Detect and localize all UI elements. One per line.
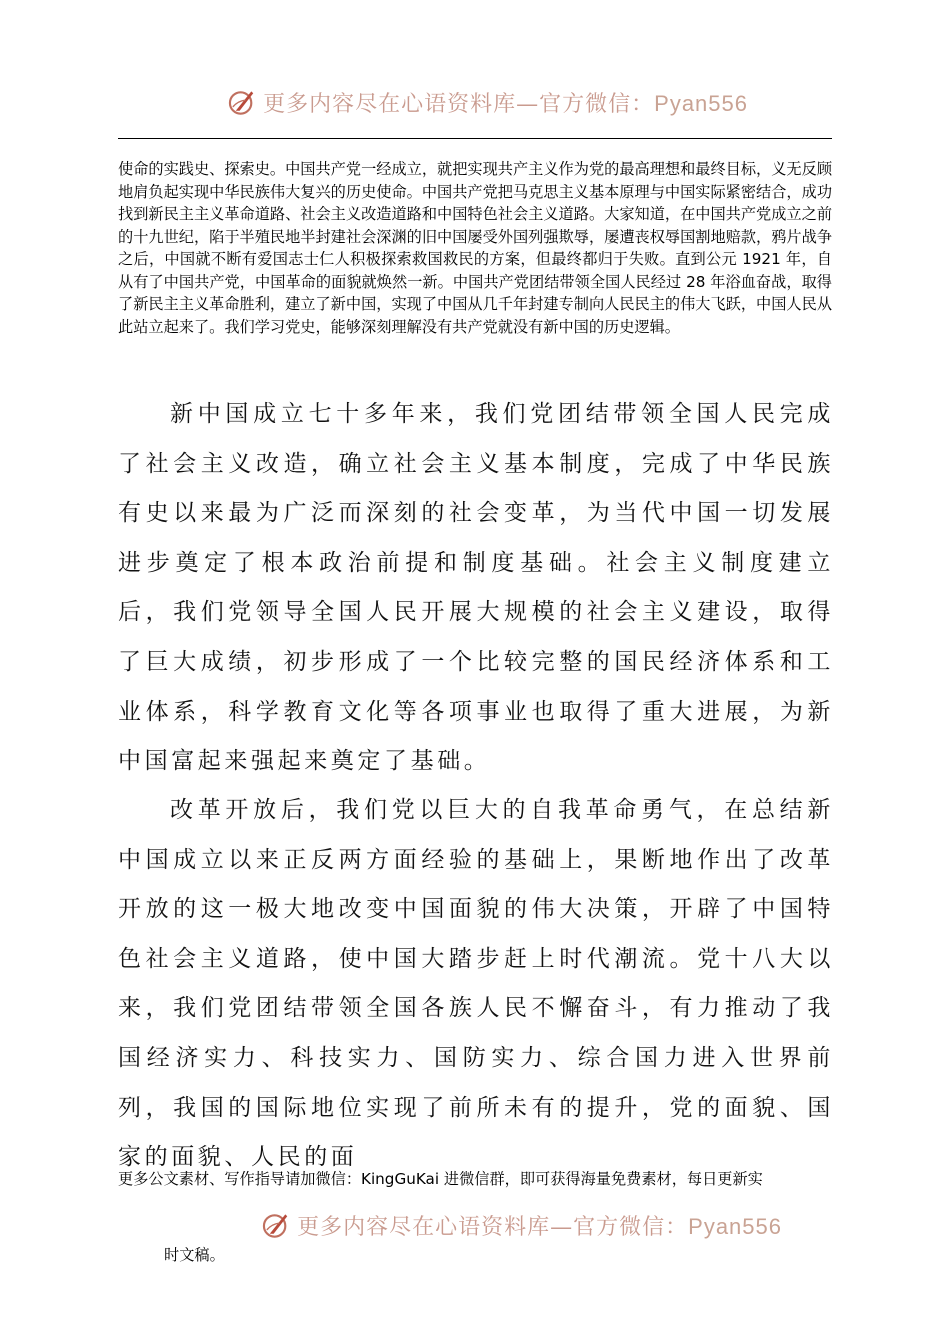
footer-banner-text — [297, 1210, 782, 1241]
footer-note-continued: 时文稿。 — [164, 1246, 225, 1264]
footer-banner-handle: Pyan556 — [688, 1213, 782, 1239]
header-divider — [118, 138, 832, 139]
footer-banner-label: 更多内容尽在心语资料库—官方微信： — [297, 1214, 689, 1240]
quill-logo-icon — [228, 87, 257, 117]
intro-paragraph: 使命的实践史、探索史。中国共产党一经成立，就把实现共产主义作为党的最高理想和最终目标，义无反顾地肩负起实现中华民族伟大复兴的历史使命。中国共产党把马克思主义基本原理与中国实际紧密结合，成功找到新民主主义革命道路、社会主义改造道路和中国特色社会主义道路。大家知道，在中国共产党成立之前的十九世纪，陷于半殖民地半封建社会深渊的旧中国屡受外国列强欺辱，屡遭丧权辱国割地赔款，鸦片战争之后，中国就不断有爱国志士仁人积极探索救国救民的方案，但最终都归于失败。直到公元 1921 年，自从有了中国共产党，中国革命的面貌就焕然一新。中国共产党团结带领全国人民经过 28 年浴血奋战，取得了新民主主义革命胜利，建立了新中国，实现了中国从几千年封建专制向人民民主的伟大飞跃，中国人民从此站立起来了。我们学习党史，能够深刻理解没有共产党就没有新中国的历史逻辑。 — [118, 160, 832, 336]
footer-note: 更多公文素材、写作指导请加微信：KingGuKai 进微信群，即可获得海量免费素材，每日更新实 — [118, 1170, 763, 1188]
quill-logo-icon — [262, 1210, 291, 1240]
header-banner-text — [263, 87, 748, 118]
body-paragraph-1: 新中国成立七十多年来，我们党团结带领全国人民完成了社会主义改造，确立社会主义基本制度，完成了中华民族有史以来最为广泛而深刻的社会变革，为当代中国一切发展进步奠定了根本政治前提和制度基础。社会主义制度建立后，我们党领导全国人民开展大规模的社会主义建设，取得了巨大成绩，初步形成了一个比较完整的国民经济体系和工业体系，科学教育文化等各项事业也取得了重大进展，为新中国富起来强起来奠定了基础。 — [118, 401, 834, 775]
header-banner-label: 更多内容尽在心语资料库—官方微信： — [263, 91, 655, 117]
footer-watermark-banner — [262, 1208, 782, 1242]
header-banner-handle: Pyan556 — [654, 90, 748, 116]
body-paragraph-2: 改革开放后，我们党以巨大的自我革命勇气，在总结新中国成立以来正反两方面经验的基础上，果断地作出了改革开放的这一极大地改变中国面貌的伟大决策，开辟了中国特色社会主义道路，使中国大踏步赶上时代潮流。党十八大以来，我们党团结带领全国各族人民不懈奋斗，有力推动了我国经济实力、科技实力、国防实力、综合国力进入世界前列，我国的国际地位实现了前所未有的提升，党的面貌、国家的面貌、人民的面 — [118, 797, 834, 1171]
header-watermark-banner — [228, 84, 748, 120]
